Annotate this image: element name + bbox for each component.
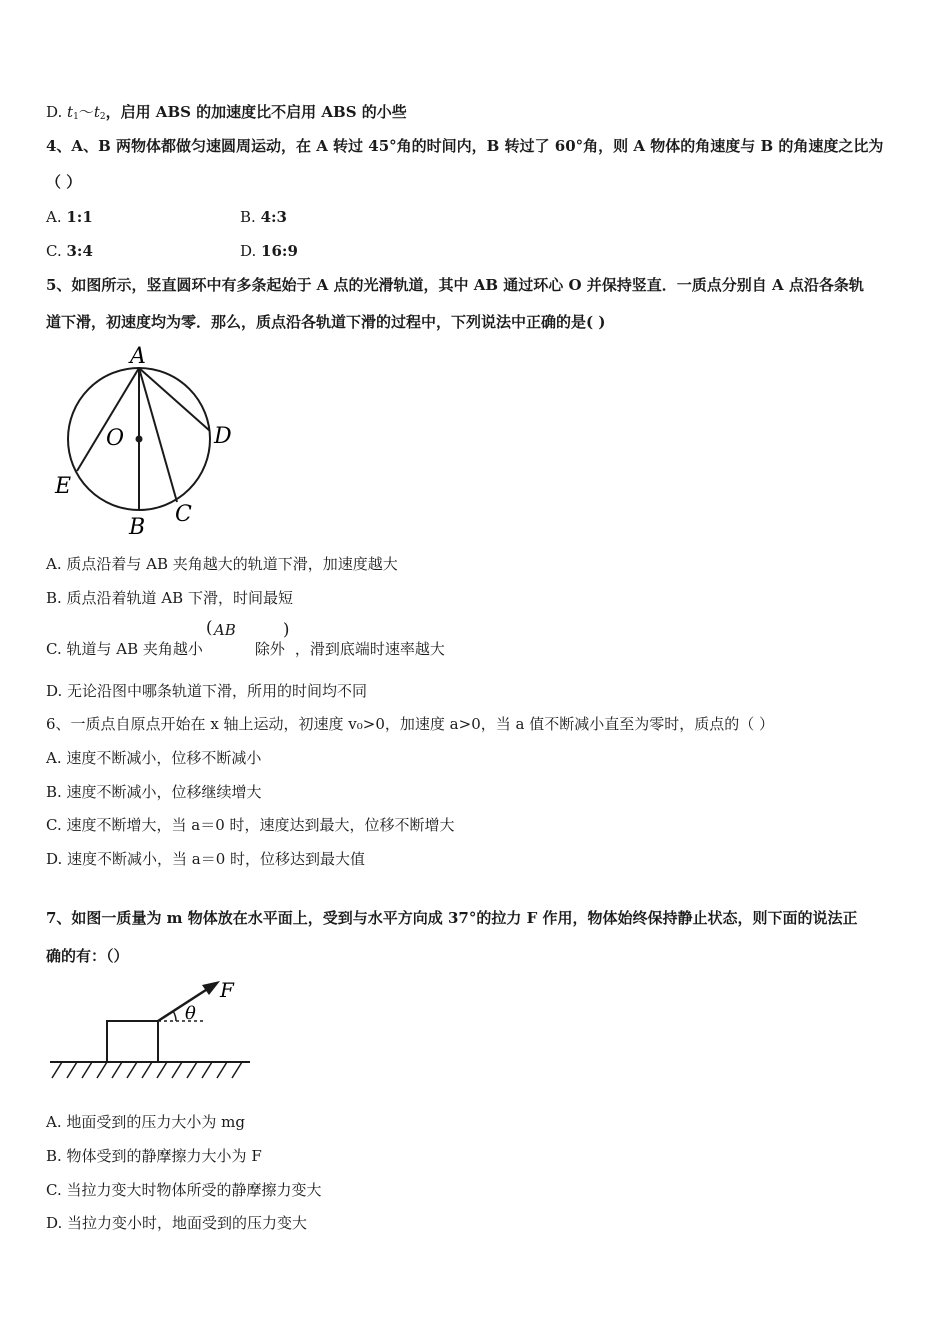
q5-label-a: A — [130, 344, 146, 369]
q6-option-c: C. 速度不断增大，当 a＝0 时，速度达到最大，位移不断增大 — [46, 816, 455, 834]
q5-ab: AB — [213, 621, 236, 639]
q4-option-b-text: 4:3 — [260, 208, 287, 226]
q4-stem-line1: 4、A、B 两物体都做匀速圆周运动，在 A 转过 45°角的时间内，B 转过了 60°角，则 A 物体的角速度与 B 的角速度之比为 — [46, 137, 884, 155]
q5-option-c-pre: C. 轨道与 AB 夹角越小 — [46, 640, 203, 658]
q4-option-c-label: C. — [46, 242, 67, 260]
q5-option-c — [46, 618, 910, 659]
q4-option-b-label: B. — [240, 208, 261, 226]
q5-label-e: E — [55, 474, 72, 499]
q5-paren-close: ) — [282, 620, 290, 640]
q3-t1-sub: 1 — [73, 112, 79, 122]
q3-t2: t — [93, 103, 100, 121]
q5-circle-diagram — [50, 338, 250, 544]
q7-option-c: C. 当拉力变大时物体所受的静摩擦力变大 — [46, 1181, 322, 1199]
q7-ground-hatching — [52, 1062, 242, 1078]
q5-paren-open: ( — [205, 618, 213, 638]
q7-stem-line1: 7、如图一质量为 m 物体放在水平面上，受到与水平方向成 37°的拉力 F 作用，物体始终保持静止状态，则下面的说法正 — [46, 909, 858, 927]
q4-option-a-text: 1:1 — [66, 208, 93, 226]
q4-options-row1 — [46, 207, 910, 227]
q5-label-b: B — [129, 515, 146, 540]
q4-option-d-label: D. — [240, 242, 262, 260]
q3-option-d-text: ，启用 ABS 的加速度比不启用 ABS 的小些 — [105, 103, 407, 121]
q7-option-b: B. 物体受到的静摩擦力大小为 F — [46, 1147, 262, 1165]
q5-option-c-post: ，滑到底端时速率越大 — [294, 640, 445, 658]
q4-options-row2 — [46, 241, 910, 261]
q5-option-c-formula — [203, 618, 255, 654]
q5-option-d: D. 无论沿图中哪条轨道下滑，所用的时间均不同 — [46, 682, 368, 700]
q4-option-d-text: 16:9 — [261, 242, 298, 260]
q5-track-ae — [77, 368, 139, 471]
q5-label-o: O — [106, 426, 125, 451]
q5-track-ac — [139, 368, 177, 502]
q4-stem-line2: （ ） — [46, 173, 82, 191]
q5-label-d: D — [214, 424, 232, 449]
q4-option-c-text: 3:4 — [66, 242, 93, 260]
q7-angle-arc — [173, 1011, 176, 1021]
q4-option-a-label: A. — [46, 208, 67, 226]
q7-arrowhead-icon — [202, 981, 220, 995]
q4-option-a — [46, 207, 93, 227]
q4-option-c — [46, 241, 93, 261]
q5-label-c: C — [175, 502, 192, 527]
q7-block — [107, 1021, 158, 1062]
q6-stem: 6、一质点自原点开始在 x 轴上运动，初速度 v₀>0，加速度 a>0，当 a 值不断减小直至为零时，质点的（ ） — [46, 715, 774, 733]
q3-t1: t — [67, 103, 74, 121]
q3-option-d — [46, 102, 910, 127]
q4-option-d — [240, 241, 298, 261]
q5-stem-line1: 5、如图所示，竖直圆环中有多条起始于 A 点的光滑轨道，其中 AB 通过环心 O 并保持竖直．一质点分别自 A 点沿各条轨 — [46, 276, 864, 294]
q5-center-dot — [136, 436, 143, 443]
q3-option-d-label: D. — [46, 103, 68, 121]
q5-stem-line2: 道下滑，初速度均为零．那么，质点沿各轨道下滑的过程中，下列说法中正确的是( ) — [46, 313, 606, 331]
q6-option-d: D. 速度不断减小，当 a＝0 时，位移达到最大值 — [46, 850, 366, 868]
q5-option-b: B. 质点沿着轨道 AB 下滑，时间最短 — [46, 589, 293, 607]
q7-stem-line2: 确的有：（） — [46, 947, 129, 965]
q7-label-f: F — [220, 978, 234, 1002]
q4-option-b — [240, 207, 287, 227]
q7-force-arrow — [158, 988, 209, 1021]
q3-tilde: ～ — [78, 103, 94, 121]
q5-option-c-mid: 除外 — [254, 640, 285, 658]
q5-option-a: A. 质点沿着与 AB 夹角越大的轨道下滑，加速度越大 — [46, 555, 398, 573]
q6-option-a: A. 速度不断减小，位移不断减小 — [46, 749, 262, 767]
q3-t2-sub: 2 — [99, 112, 106, 122]
q6-option-b: B. 速度不断减小，位移继续增大 — [46, 783, 262, 801]
q7-force-diagram — [46, 974, 256, 1084]
q7-label-theta: θ — [185, 1003, 196, 1024]
q7-option-d: D. 当拉力变小时，地面受到的压力变大 — [46, 1214, 308, 1232]
q5-option-c-close — [282, 620, 295, 654]
q7-option-a: A. 地面受到的压力大小为 mg — [46, 1113, 245, 1131]
